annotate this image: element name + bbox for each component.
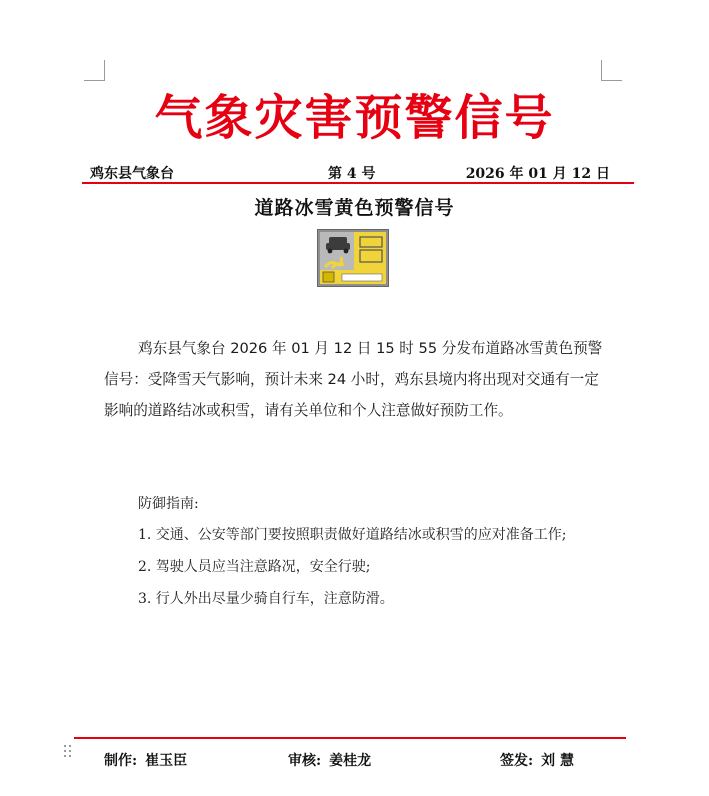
defense-guide-list (104, 521, 604, 617)
document-meta-row (90, 163, 610, 183)
maker-name: 崔玉臣 (145, 753, 188, 769)
signer-group (500, 750, 574, 770)
signal-name: 道路冰雪黄色预警信号 (254, 197, 455, 219)
issue-number: 第 4 号 (328, 166, 376, 182)
crop-mark-top-right (601, 60, 622, 81)
guide-item: 3. 行人外出尽量少骑自行车，注意防滑。 (138, 591, 394, 607)
signature-row (104, 750, 604, 770)
guide-item: 1. 交通、公安等部门要按照职责做好道路结冰或积雪的应对准备工作; (138, 527, 567, 543)
reviewer-group (288, 750, 371, 770)
issue-date: 2026 年 01 月 12 日 (465, 166, 610, 182)
road-icing-yellow-warning-icon (317, 229, 389, 287)
drag-handle-icon[interactable] (64, 745, 74, 761)
maker-label: 制作: (104, 753, 138, 769)
issuer-name: 鸡东县气象台 (90, 166, 174, 182)
guide-item: 2. 驾驶人员应当注意路况，安全行驶; (138, 559, 371, 575)
red-divider-bottom (74, 737, 626, 739)
document-title: 气象灾害预警信号 (154, 90, 555, 146)
reviewer-label: 审核: (288, 753, 322, 769)
red-divider-top (82, 182, 634, 184)
warning-body-text: 鸡东县气象台 2026 年 01 月 12 日 15 时 55 分发布道路冰雪黄色预警信号：受降雪天气影响，预计未来 24 小时，鸡东县境内将出现对交通有一定影响的道路结冰或积雪，请有关单位和个人注意做好预防工作。 (104, 340, 603, 419)
crop-mark-top-left (84, 60, 105, 81)
reviewer-name: 姜桂龙 (329, 753, 372, 769)
signer-label: 签发: (500, 753, 534, 769)
maker-group (104, 750, 187, 770)
defense-guide-title: 防御指南: (138, 496, 199, 512)
signer-name: 刘 慧 (541, 753, 575, 769)
